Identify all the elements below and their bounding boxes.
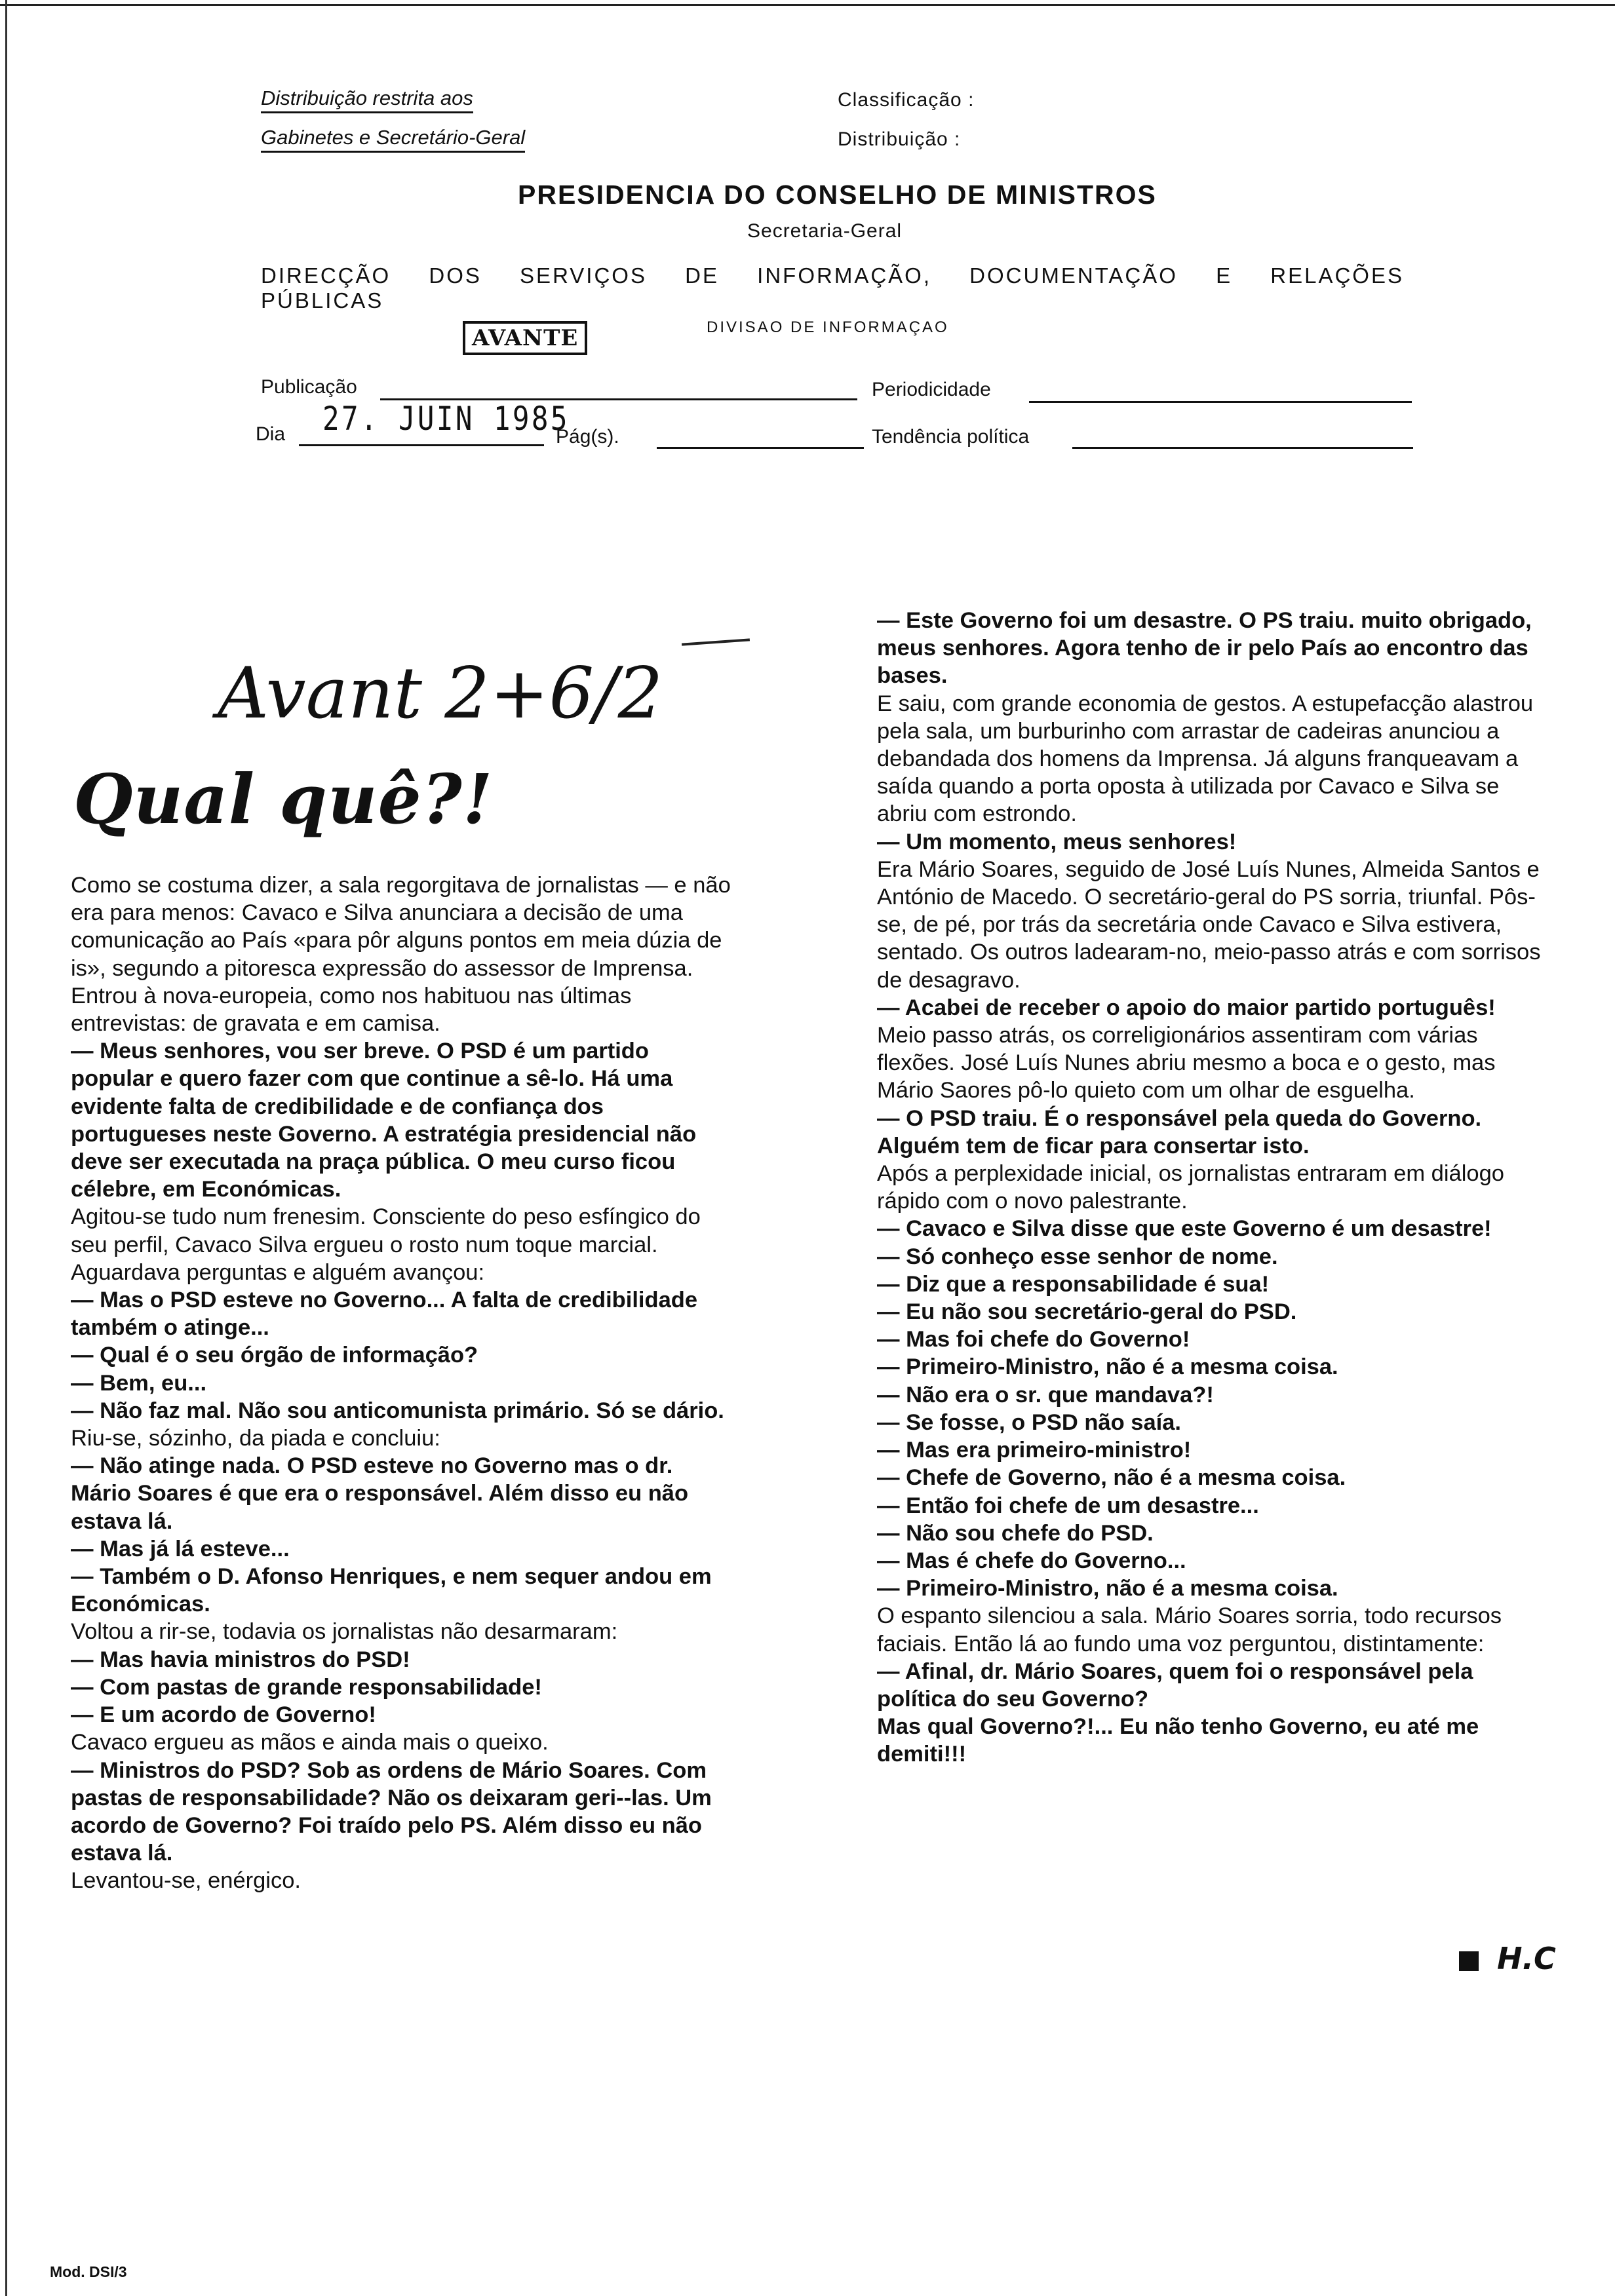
article-paragraph: — O PSD traiu. É o responsável pela queda do Governo. Alguém tem de ficar para consertar isto. [877, 1105, 1482, 1158]
publication-stamp: AVANTE [463, 321, 587, 355]
article-paragraph: — Mas é chefe do Governo... [877, 1548, 1186, 1573]
article-paragraph: — Se fosse, o PSD não saía. [877, 1409, 1181, 1435]
article-paragraph: — Diz que a responsabilidade é sua! [877, 1271, 1270, 1297]
article-paragraph: Meio passo atrás, os correligionários assentiram com várias flexões. José Luís Nunes abriu mesmo a boca e o gesto, mas Mário Saores pô-lo quieto com um olhar de esguelha. [877, 1023, 1496, 1103]
article-paragraph: — Mas já lá esteve... [71, 1536, 290, 1561]
dia-field-line [299, 444, 544, 446]
article-paragraph: — Então foi chefe de um desastre... [877, 1493, 1259, 1518]
article-paragraph: — Este Governo foi um desastre. O PS traiu. muito obrigado, meus senhores. Agora tenho de ir pelo País ao encontro das bases. [877, 608, 1532, 689]
pen-stroke [682, 638, 750, 645]
article-headline: Qual quê?! [73, 759, 494, 839]
article-paragraph: — Cavaco e Silva disse que este Governo é um desastre! [877, 1216, 1492, 1242]
pags-label: Pág(s). [556, 426, 619, 448]
article-paragraph: — Não atinge nada. O PSD esteve no Governo mas o dr. Mário Soares é que era o responsável. Além disso eu não estava lá. [71, 1453, 689, 1534]
direccao-heading: DIRECÇÃO DOS SERVIÇOS DE INFORMAÇÃO, DOCUMENTAÇÃO E RELAÇÕES PÚBLICAS [261, 263, 1404, 313]
signature-square-icon [1459, 1951, 1479, 1971]
article-paragraph: O espanto silenciou a sala. Mário Soares sorria, todo recursos faciais. Então lá ao fundo uma voz perguntou, distintamente: [877, 1603, 1502, 1656]
article-right-column [877, 607, 1552, 1769]
handwritten-note: Avant 2+6/2 [218, 653, 663, 735]
publicacao-label: Publicação [261, 376, 357, 398]
classificacao-label: Classificação : [838, 89, 975, 111]
article-paragraph: Levantou-se, enérgico. [71, 1868, 301, 1894]
article-paragraph: — Não era o sr. que mandava?! [877, 1382, 1214, 1407]
article-paragraph: Riu-se, sózinho, da piada e concluiu: [71, 1426, 440, 1451]
article-paragraph: E saiu, com grande economia de gestos. A estupefacção alastrou pela sala, um burburinho com arrastar de cadeiras anunciou a debandada dos homens da Imprensa. Já alguns franqueavam a saída quando a porta oposta à utilizada por Cavaco e Silva se abriu com estrondo. [877, 691, 1534, 827]
tendencia-field-line [1072, 447, 1413, 449]
article-paragraph: — Afinal, dr. Mário Soares, quem foi o responsável pela política do seu Governo? [877, 1658, 1473, 1712]
article-paragraph: — Primeiro-Ministro, não é a mesma coisa. [877, 1354, 1338, 1380]
article-paragraph: Como se costuma dizer, a sala regorgitava de jornalistas — e não era para menos: Cavaco e Silva anunciara a decisão de uma comunicação ao País «para pôr alguns pontos em meia dúzia de is», segundo a pitoresca expressão do assessor de Imprensa. Entrou à nova-europeia, como nos habituou nas últimas entrevistas: de gravata e em camisa. [71, 873, 731, 1037]
article-paragraph: Após a perplexidade inicial, os jornalistas entraram em diálogo rápido com o novo palestrante. [877, 1161, 1504, 1214]
page-subtitle: Secretaria-Geral [747, 220, 903, 242]
article-paragraph: — Mas havia ministros do PSD! [71, 1647, 410, 1672]
article-paragraph: — Também o D. Afonso Henriques, e nem sequer andou em Económicas. [71, 1564, 712, 1617]
article-paragraph: — Chefe de Governo, não é a mesma coisa. [877, 1465, 1346, 1491]
divisao-label: DIVISAO DE INFORMAÇAO [707, 318, 949, 336]
form-code: Mod. DSI/3 [50, 2263, 127, 2280]
periodicidade-label: Periodicidade [872, 379, 991, 400]
pags-field-line [657, 447, 864, 449]
distribution-line-1: Distribuição restrita aos [261, 86, 473, 113]
article-paragraph: — Só conheço esse senhor de nome. [877, 1244, 1278, 1269]
tendencia-label: Tendência política [872, 426, 1030, 448]
article-paragraph: — Bem, eu... [71, 1370, 207, 1396]
article-paragraph: — Mas foi chefe do Governo! [877, 1327, 1190, 1352]
distribution-line-2: Gabinetes e Secretário-Geral [261, 126, 525, 153]
dia-date-stamp: 27. JUIN 1985 [322, 400, 570, 438]
article-paragraph: — E um acordo de Governo! [71, 1702, 376, 1728]
article-left-column [71, 871, 734, 1895]
article-paragraph: — Com pastas de grande responsabilidade! [71, 1674, 542, 1700]
article-paragraph: — Meus senhores, vou ser breve. O PSD é um partido popular e quero fazer com que continue a sê-lo. Há uma evidente falta de credibilidade e de confiança dos portugueses neste Governo. A estratégia presidencial não deve ser executada na praça pública. O meu curso ficou célebre, em Económicas. [71, 1039, 697, 1202]
article-paragraph: — Não faz mal. Não sou anticomunista primário. Só se dário. [71, 1398, 724, 1423]
page-title: PRESIDENCIA DO CONSELHO DE MINISTROS [518, 180, 1157, 210]
article-paragraph: Mas qual Governo?!... Eu não tenho Governo, eu até me demiti!!! [877, 1714, 1479, 1767]
article-paragraph: Era Mário Soares, seguido de José Luís Nunes, Almeida Santos e António de Macedo. O secretário-geral do PS sorria, triunfal. Pôs-se, de pé, por trás da secretária onde Cavaco e Silva estivera, sentado. Os outros ladearam-no, meio-passo atrás e com sorrisos de desagravo. [877, 856, 1541, 993]
article-paragraph: Voltou a rir-se, todavia os jornalistas não desarmaram: [71, 1619, 618, 1645]
article-paragraph: — Eu não sou secretário-geral do PSD. [877, 1299, 1297, 1325]
article-paragraph: — Não sou chefe do PSD. [877, 1520, 1154, 1546]
author-signature: H.C [1497, 1941, 1556, 1976]
article-paragraph: — Mas era primeiro-ministro! [877, 1438, 1192, 1463]
article-paragraph: Agitou-se tudo num frenesim. Consciente do peso esfíngico do seu perfil, Cavaco Silva ergueu o rosto num toque marcial. Aguardava perguntas e alguém avançou: [71, 1204, 701, 1285]
distribuicao-label: Distribuição : [838, 128, 961, 150]
article-paragraph: — Mas o PSD esteve no Governo... A falta de credibilidade também o atinge... [71, 1288, 698, 1341]
periodicidade-field-line [1029, 401, 1412, 403]
article-paragraph: — Acabei de receber o apoio do maior partido português! [877, 995, 1496, 1020]
article-paragraph: Cavaco ergueu as mãos e ainda mais o queixo. [71, 1730, 549, 1755]
article-paragraph: — Um momento, meus senhores! [877, 829, 1237, 854]
article-paragraph: — Ministros do PSD? Sob as ordens de Mário Soares. Com pastas de responsabilidade? Não os deixaram geri--las. Um acordo de Governo? Foi traído pelo PS. Além disso eu não estava lá. [71, 1757, 712, 1866]
article-paragraph: — Qual é o seu órgão de informação? [71, 1343, 478, 1368]
dia-label: Dia [256, 423, 286, 445]
top-border-line [0, 4, 1615, 6]
left-border-line [5, 0, 7, 2296]
article-paragraph: — Primeiro-Ministro, não é a mesma coisa. [877, 1576, 1338, 1601]
